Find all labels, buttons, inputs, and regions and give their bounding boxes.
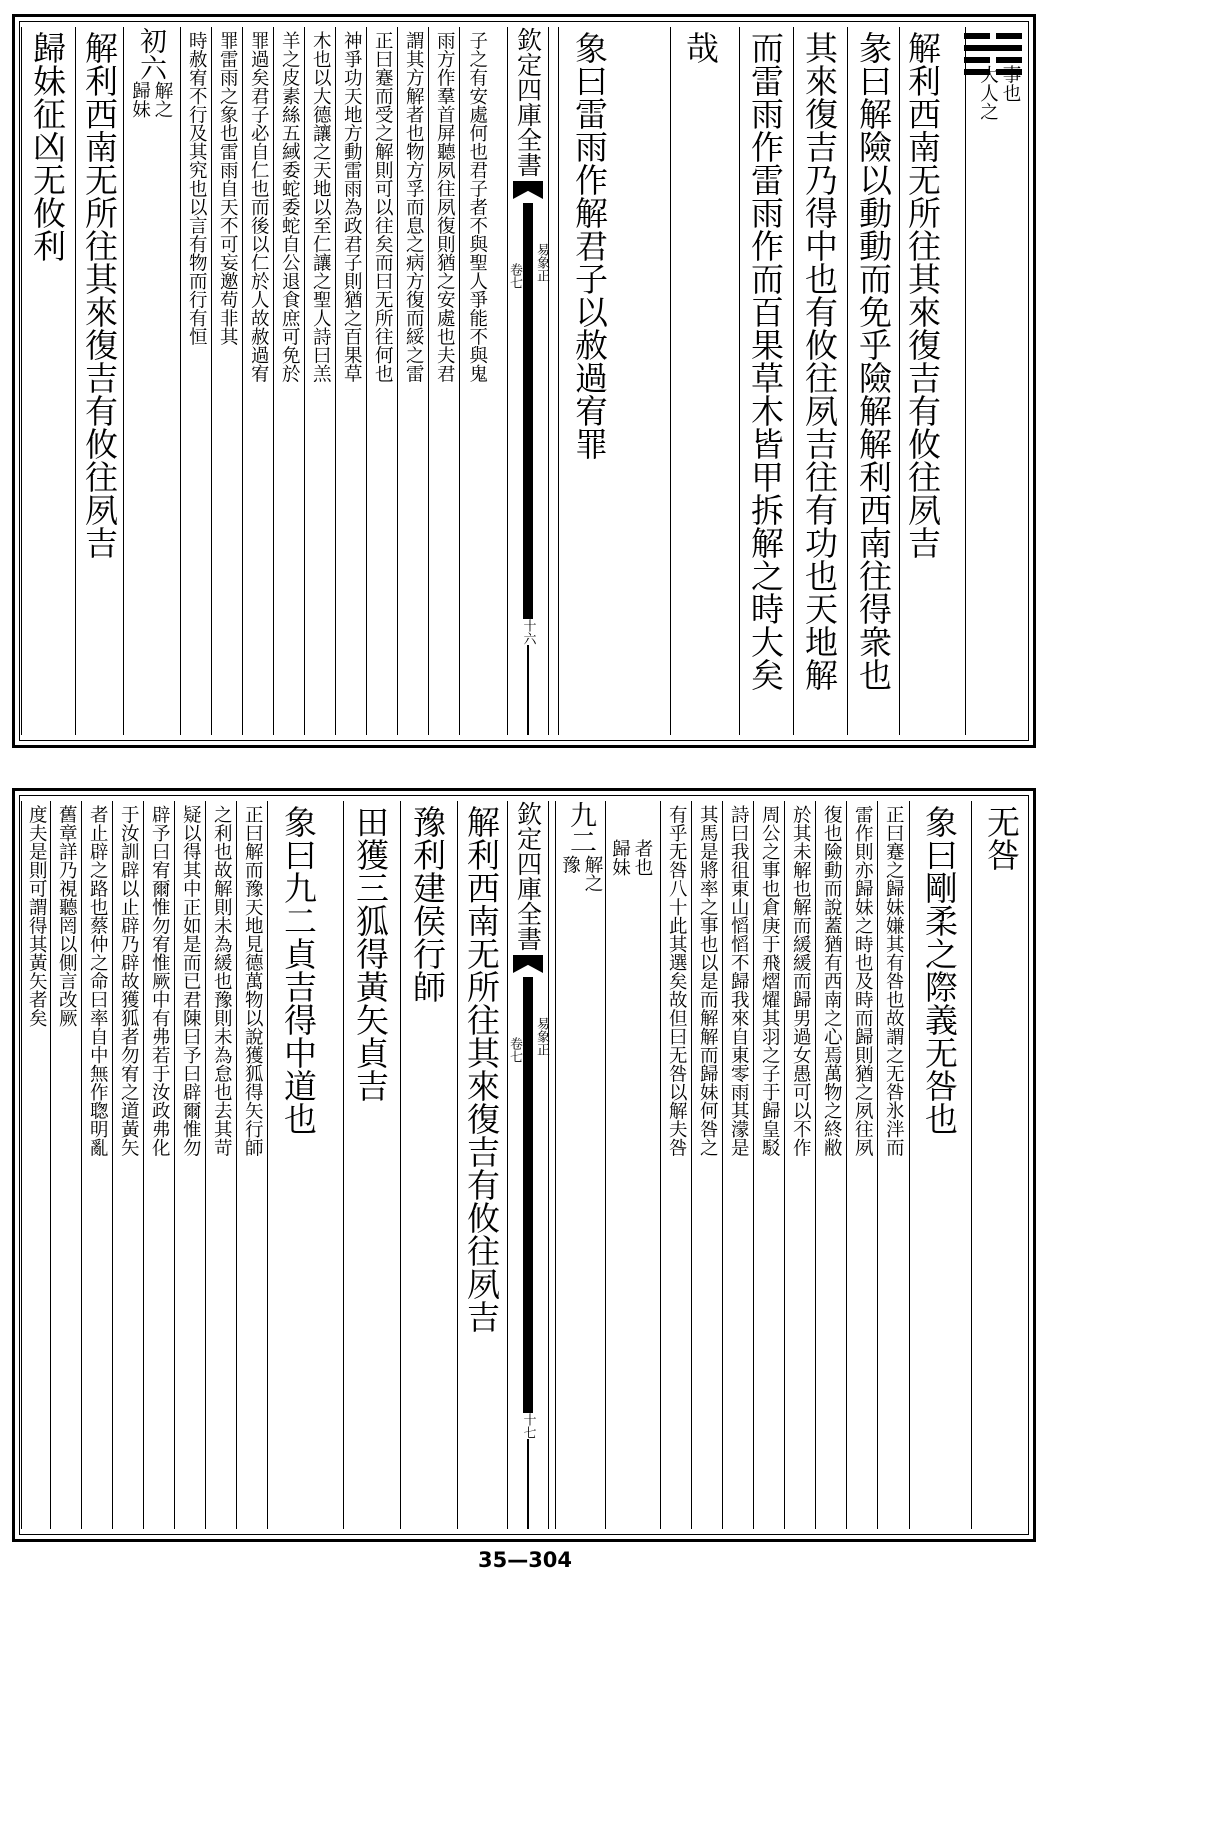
text-column (397, 27, 428, 735)
text-column (971, 801, 1031, 1529)
text-column (670, 27, 730, 735)
commentary-text: 有乎无咎八十此其選矣故但曰无咎以解夫咎 (666, 805, 688, 1157)
top-page (12, 14, 1036, 748)
commentary-text: 謂其方解者也物方孚而息之病方復而綏之雷 (403, 31, 425, 383)
commentary-text: 周公之事也倉庚于飛熠燿其羽之子于歸皇駁 (759, 805, 781, 1157)
commentary-text: 雨方作羣首屏聽夙往夙復則猶之安處也夫君 (434, 31, 456, 383)
text-column (343, 801, 397, 1529)
main-text: 象曰九二貞吉得中道也 (279, 805, 318, 1135)
main-text: 象曰雷雨作解君子以赦過宥罪 (570, 31, 609, 460)
page-center-column-bottom (507, 801, 549, 1529)
text-column (112, 801, 143, 1529)
commentary-text: 復也險動而說蓋猶有西南之心焉萬物之終敝 (821, 805, 843, 1157)
book-label: 易象正 (534, 243, 549, 282)
commentary-text: 子之有安處何也君子者不與聖人爭能不與鬼 (466, 31, 488, 383)
main-text: 而雷雨作雷雨作而百果草木皆甲拆解之時大矣 (746, 31, 785, 691)
commentary-text: 其馬是將率之事也以是而解解而歸妹何咎之 (697, 805, 719, 1157)
commentary-text: 正曰蹇而受之解則可以往矣而曰无所往何也 (372, 31, 394, 383)
commentary-text: 神爭功天地方動雷雨為政君子則猶之百果草 (341, 31, 363, 383)
line-annotation: 歸妹 (129, 81, 151, 118)
text-column (180, 27, 211, 735)
line-annotation: 解之 (582, 855, 603, 892)
commentary-text: 木也以大德讓之天地以至仁讓之聖人詩曰羔 (310, 31, 332, 383)
text-column (877, 801, 908, 1529)
page-footer-number: 35—304 (477, 1548, 573, 1572)
juan-label: 卷七 (507, 1037, 522, 1063)
main-text: 歸妹征凶无攸利 (28, 31, 67, 262)
text-column (784, 801, 815, 1529)
text-column (400, 801, 454, 1529)
commentary-text: 時赦宥不行及其究也以言有物而行有恒 (186, 31, 208, 346)
commentary-text: 羊之皮素絲五緎委蛇委蛇自公退食庶可免於 (279, 31, 301, 383)
main-text: 无咎 (982, 805, 1021, 871)
annotation-text: 者也 (632, 839, 653, 876)
text-column (555, 801, 605, 1529)
text-column (21, 801, 50, 1529)
annotation-text: 大人之 (977, 65, 999, 121)
commentary-text: 辟予曰宥爾惟勿宥惟厥中有弗若于汝政弗化 (149, 805, 171, 1157)
text-column (75, 27, 123, 735)
commentary-text: 之利也故解則未為緩也豫則未為怠也去其苛 (211, 805, 233, 1157)
commentary-text: 者止辟之路也蔡仲之命曰率自中無作聦明亂 (87, 805, 109, 1157)
fish-tail-mark (513, 181, 543, 199)
text-column (558, 27, 620, 735)
collection-title: 欽定四庫全書 (513, 27, 543, 177)
line-annotation: 豫 (559, 855, 581, 874)
text-column (143, 801, 174, 1529)
main-text: 豫利建侯行師 (408, 805, 447, 1003)
fish-tail-mark (513, 955, 543, 973)
commentary-text: 正曰解而豫天地見德萬物以說獲狐得矢行師 (242, 805, 264, 1157)
commentary-text: 于汝訓辟以止辟乃辟故獲狐者勿宥之道黃矢 (118, 805, 140, 1157)
text-column (846, 801, 877, 1529)
text-column (123, 27, 177, 735)
text-column (909, 801, 969, 1529)
text-column (793, 27, 845, 735)
collection-title: 欽定四庫全書 (513, 801, 543, 951)
text-column (457, 801, 505, 1529)
line-heading: 九二 (565, 801, 596, 855)
main-text: 田獲三狐得黃矢貞吉 (351, 805, 390, 1102)
center-line (523, 977, 533, 1413)
text-column (691, 801, 722, 1529)
text-column (335, 27, 366, 735)
text-column (304, 27, 335, 735)
text-column (273, 27, 304, 735)
folio-number: 十六 (520, 619, 536, 645)
line-annotation: 解之 (152, 81, 173, 118)
page-center-column-top (507, 27, 549, 735)
commentary-text: 舊章詳乃視聽罔以側言改厥 (56, 805, 78, 1027)
text-column (366, 27, 397, 735)
text-column (753, 801, 784, 1529)
commentary-text: 詩曰我徂東山慆慆不歸我來自東零雨其濛是 (728, 805, 750, 1157)
bottom-page (12, 788, 1036, 1542)
text-column (722, 801, 753, 1529)
text-column (605, 801, 655, 1529)
text-column (815, 801, 846, 1529)
main-text: 解利西南无所往其來復吉有攸往夙吉 (903, 31, 942, 559)
text-column (899, 27, 945, 735)
commentary-text: 罪過矣君子必自仁也而後以仁於人故赦過宥 (248, 31, 270, 383)
commentary-text: 罪雷雨之象也雷雨自天不可妄邀苟非其 (217, 31, 239, 346)
text-column (847, 27, 899, 735)
juan-label: 卷七 (507, 263, 522, 289)
text-column (267, 801, 329, 1529)
text-column (965, 27, 1031, 735)
main-text: 哉 (681, 31, 720, 64)
text-column (739, 27, 791, 735)
commentary-text: 雷作則亦歸妹之時也及時而歸則猶之夙往夙 (852, 805, 874, 1157)
text-column (236, 801, 267, 1529)
main-text: 彖曰解險以動動而免乎險解解利西南往得衆也 (854, 31, 893, 691)
main-text: 其來復吉乃得中也有攸往夙吉往有功也天地解 (800, 31, 839, 691)
main-text: 解利西南无所往其來復吉有攸往夙吉 (462, 805, 501, 1333)
text-column (459, 27, 493, 735)
text-column (211, 27, 242, 735)
text-column (174, 801, 205, 1529)
commentary-text: 正曰蹇之歸妹嫌其有咎也故謂之无咎氷泮而 (883, 805, 905, 1157)
book-label: 易象正 (534, 1017, 549, 1056)
text-column (428, 27, 459, 735)
line-heading: 初六 (135, 27, 166, 81)
text-column (81, 801, 112, 1529)
commentary-text: 於其未解也解而緩緩而歸男過女愚可以不作 (790, 805, 812, 1157)
text-column (660, 801, 691, 1529)
folio-number: 十七 (520, 1413, 536, 1439)
text-column (50, 801, 81, 1529)
commentary-text: 疑以得其中正如是而已君陳曰予曰辟爾惟勿 (180, 805, 202, 1157)
text-column (242, 27, 273, 735)
commentary-text: 度夫是則可謂得其黃矢者矣 (26, 805, 48, 1027)
main-text: 象曰剛柔之際義无咎也 (920, 805, 959, 1135)
annotation-text: 事也 (1000, 65, 1021, 102)
text-column (205, 801, 236, 1529)
text-column (21, 27, 73, 735)
center-line (523, 203, 533, 619)
main-text: 解利西南无所往其來復吉有攸往夙吉 (80, 31, 119, 559)
annotation-text: 歸妹 (609, 839, 631, 876)
